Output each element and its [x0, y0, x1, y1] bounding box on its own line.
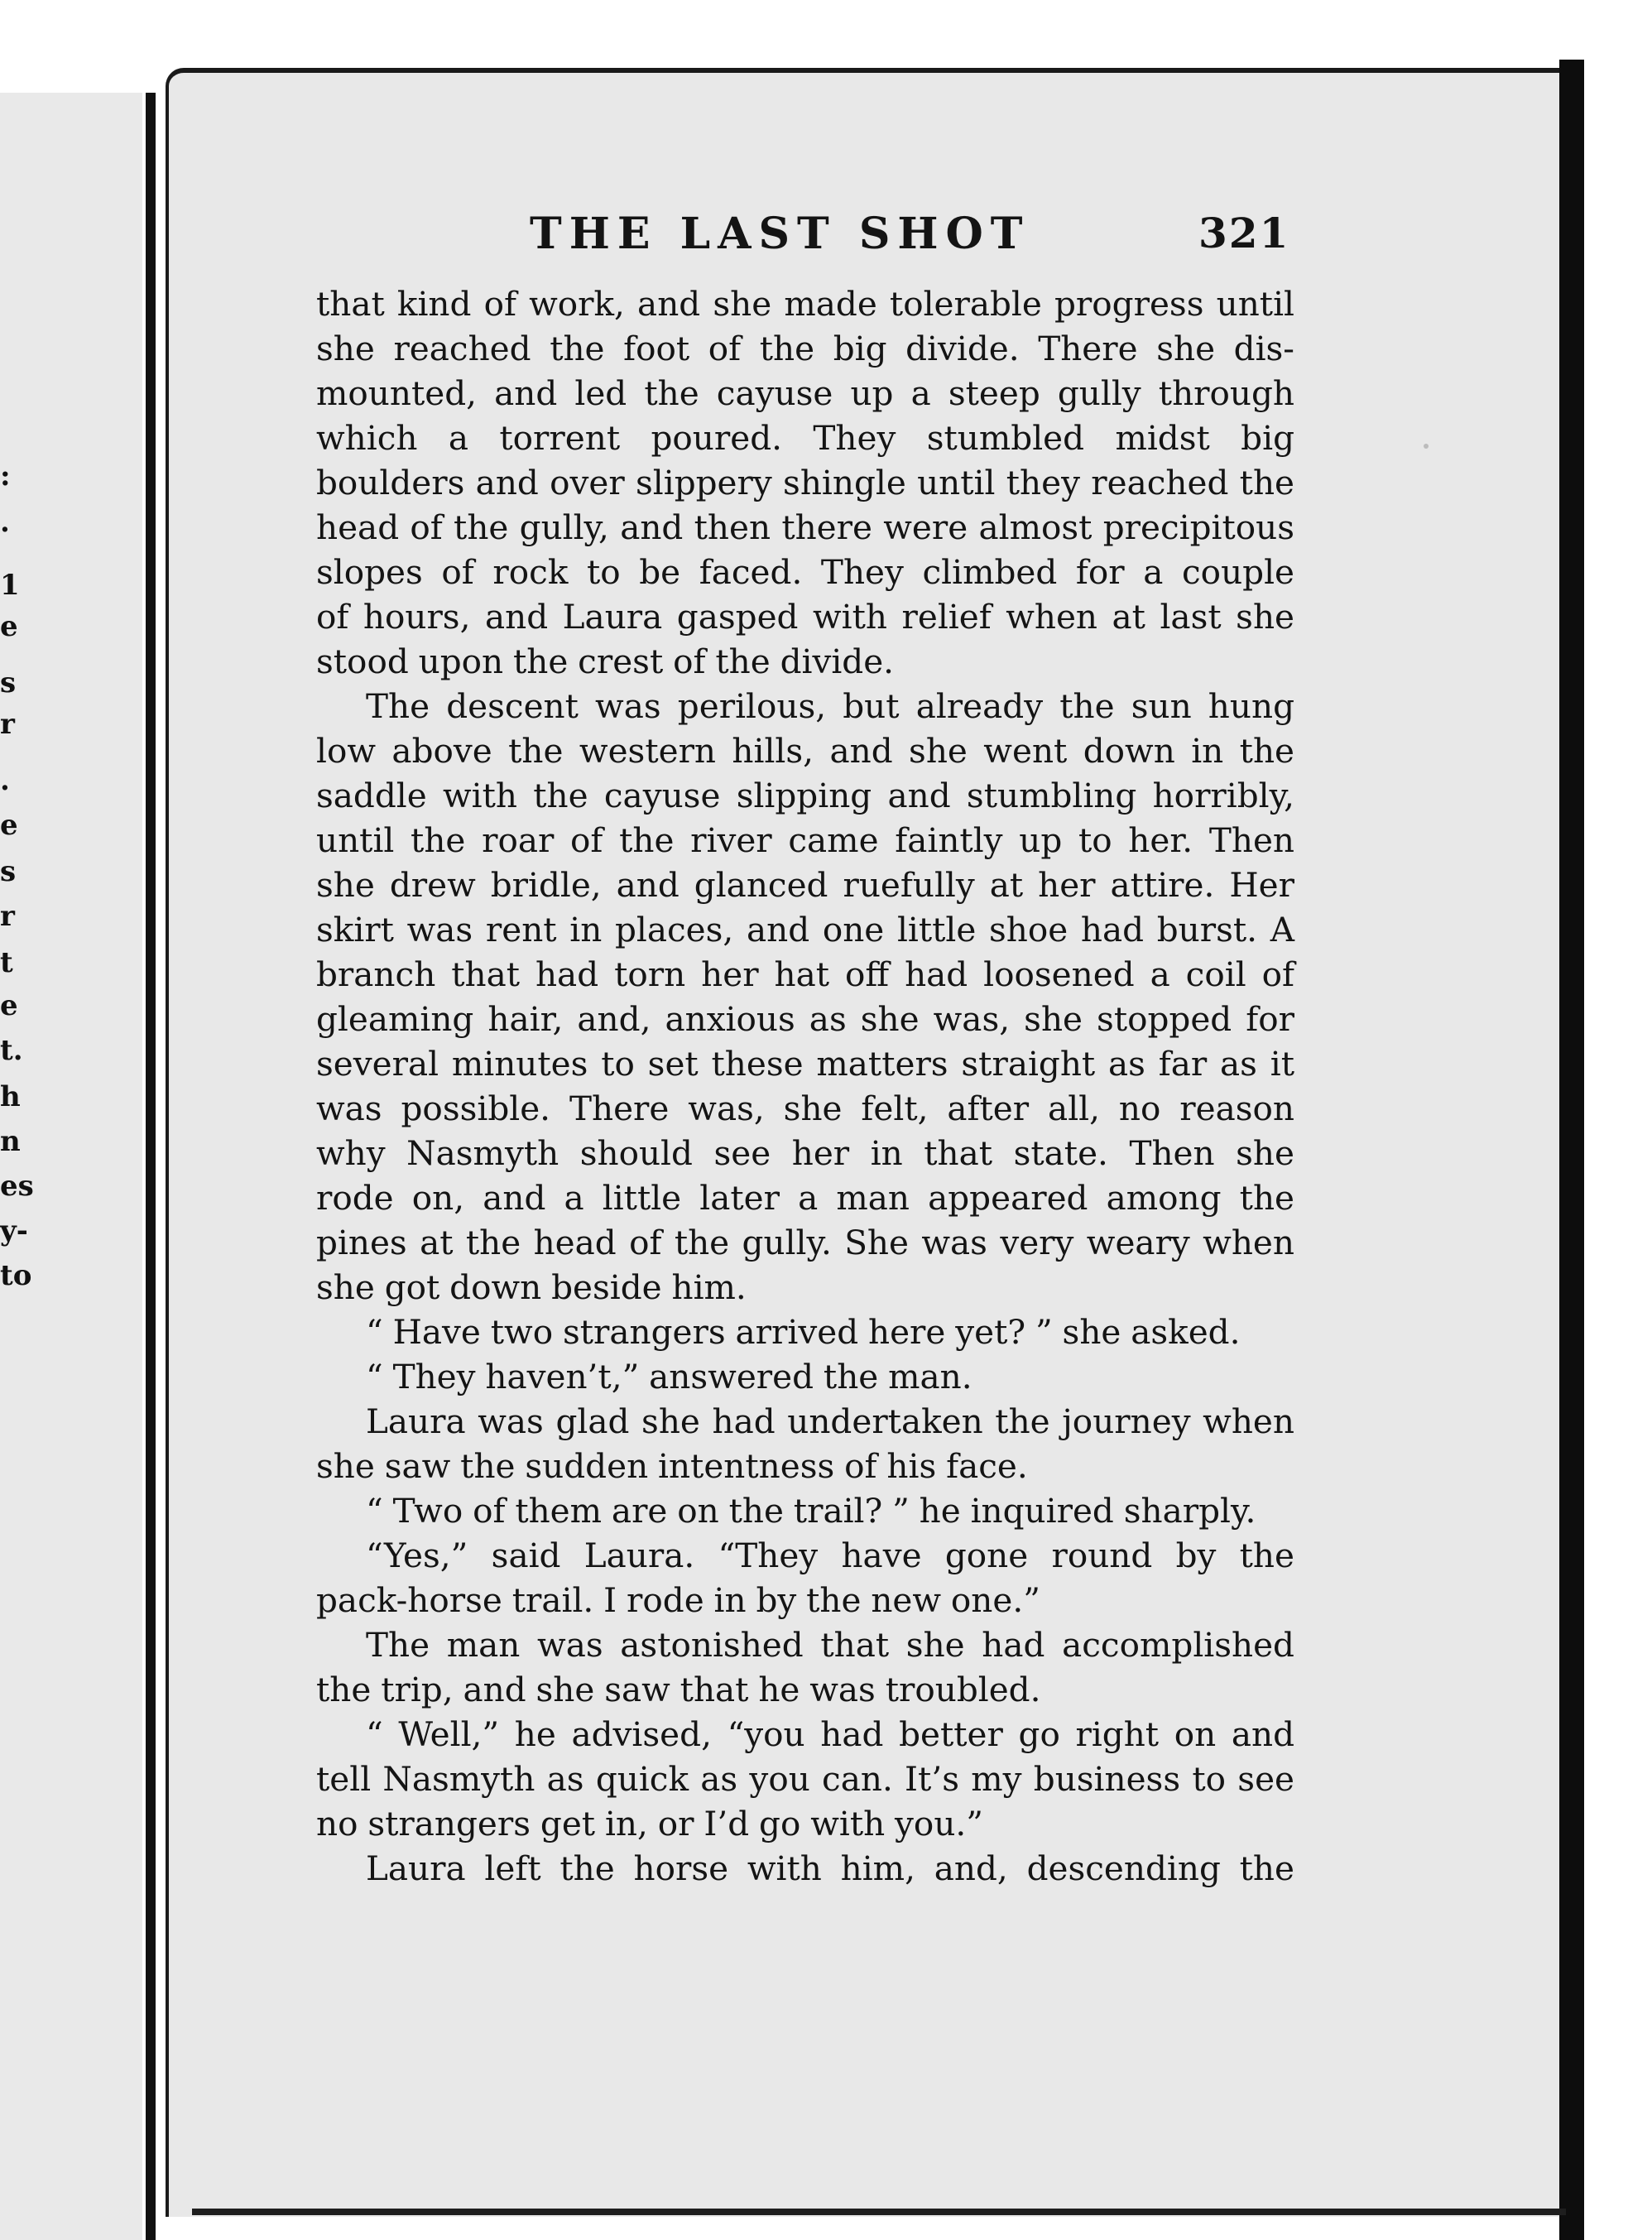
facing-page-letter: es: [0, 1170, 34, 1203]
text-line: saddle with the cayuse slipping and stumbling horribly,: [316, 776, 1294, 815]
text-line: The man was astonished that she had accomplished: [366, 1625, 1294, 1665]
text-line: mounted, and led the cayuse up a steep gully through: [316, 373, 1294, 413]
text-line: she drew bridle, and glanced ruefully at her attire. Her: [316, 865, 1294, 905]
text-line: Laura left the horse with him, and, descending the: [366, 1848, 1294, 1888]
facing-page-letter: .: [0, 506, 10, 539]
facing-page-letter: s: [0, 855, 17, 888]
scan-speck: [1424, 444, 1429, 449]
text-line: until the roar of the river came faintly up to her. Then: [316, 820, 1294, 860]
facing-page-letter: r: [0, 708, 15, 741]
text-line: tell Nasmyth as quick as you can. It’s my business to see: [316, 1759, 1294, 1799]
text-line: that kind of work, and she made tolerable progress until: [316, 284, 1294, 324]
body-text: [316, 281, 1294, 1891]
facing-page-fragment: [0, 93, 142, 2240]
facing-page-letter: e: [0, 989, 18, 1022]
text-line: head of the gully, and then there were almost precipitous: [316, 507, 1294, 547]
facing-page-cut-text: [0, 93, 34, 2240]
facing-page-letter: n: [0, 1125, 21, 1158]
facing-page-letter: :: [0, 459, 11, 493]
page-bottom-shadow: [192, 2209, 1566, 2215]
text-line: rode on, and a little later a man appeared among the: [316, 1178, 1294, 1218]
facing-page-letter: h: [0, 1080, 21, 1113]
facing-page-letter: e: [0, 610, 18, 643]
text-line: pack-horse trail. I rode in by the new one.”: [316, 1580, 1040, 1620]
text-line: several minutes to set these matters straight as far as it: [316, 1044, 1294, 1084]
facing-page-letter: r: [0, 900, 15, 933]
text-line: “ They haven’t,” answered the man.: [366, 1357, 972, 1396]
text-line: she got down beside him.: [316, 1267, 747, 1307]
facing-page-letter: 1: [0, 569, 20, 602]
text-line: gleaming hair, and, anxious as she was, she stopped for: [316, 999, 1294, 1039]
text-line: “ Two of them are on the trail? ” he inquired sharply.: [366, 1491, 1256, 1531]
text-line: “Yes,” said Laura. “They have gone round by the: [366, 1536, 1294, 1575]
text-line: branch that had torn her hat off had loosened a coil of: [316, 954, 1294, 994]
page-number: 321: [1198, 209, 1290, 257]
text-line: Laura was glad she had undertaken the journey when: [366, 1401, 1294, 1441]
facing-page-letter: t: [0, 946, 13, 979]
facing-page-letter: y-: [0, 1214, 28, 1247]
facing-page-letter: s: [0, 666, 17, 699]
text-line: pines at the head of the gully. She was very weary when: [316, 1223, 1294, 1262]
text-line: she reached the foot of the big divide. There she dis-: [316, 329, 1294, 368]
facing-page-letter: to: [0, 1259, 32, 1292]
text-line: skirt was rent in places, and one little shoe had burst. A: [316, 910, 1294, 949]
text-line: boulders and over slippery shingle until they reached the: [316, 463, 1294, 502]
text-line: the trip, and she saw that he was troubled.: [316, 1670, 1041, 1709]
running-head: THE LAST SHOT: [530, 209, 1030, 259]
facing-page-letter: t.: [0, 1034, 23, 1067]
page-right-border: [1559, 60, 1584, 2240]
text-line: stood upon the crest of the divide.: [316, 642, 895, 681]
facing-page-letter: e: [0, 809, 18, 842]
text-line: of hours, and Laura gasped with relief when at last she: [316, 597, 1294, 637]
text-line: which a torrent poured. They stumbled midst big: [316, 418, 1294, 458]
facing-page-letter: .: [0, 764, 10, 797]
text-line: no strangers get in, or I’d go with you.”: [316, 1804, 983, 1843]
text-line: The descent was perilous, but already the sun hung: [366, 686, 1294, 726]
text-line: slopes of rock to be faced. They climbed for a couple: [316, 552, 1294, 592]
text-line: low above the western hills, and she went down in the: [316, 731, 1294, 771]
text-line: why Nasmyth should see her in that state. Then she: [316, 1133, 1294, 1173]
text-line: was possible. There was, she felt, after all, no reason: [316, 1089, 1294, 1128]
text-line: “ Well,” he advised, “you had better go right on and: [366, 1714, 1294, 1754]
facing-page-edge: [146, 93, 156, 2240]
text-line: she saw the sudden intentness of his face.: [316, 1446, 1028, 1486]
text-line: “ Have two strangers arrived here yet? ” she asked.: [366, 1312, 1241, 1352]
